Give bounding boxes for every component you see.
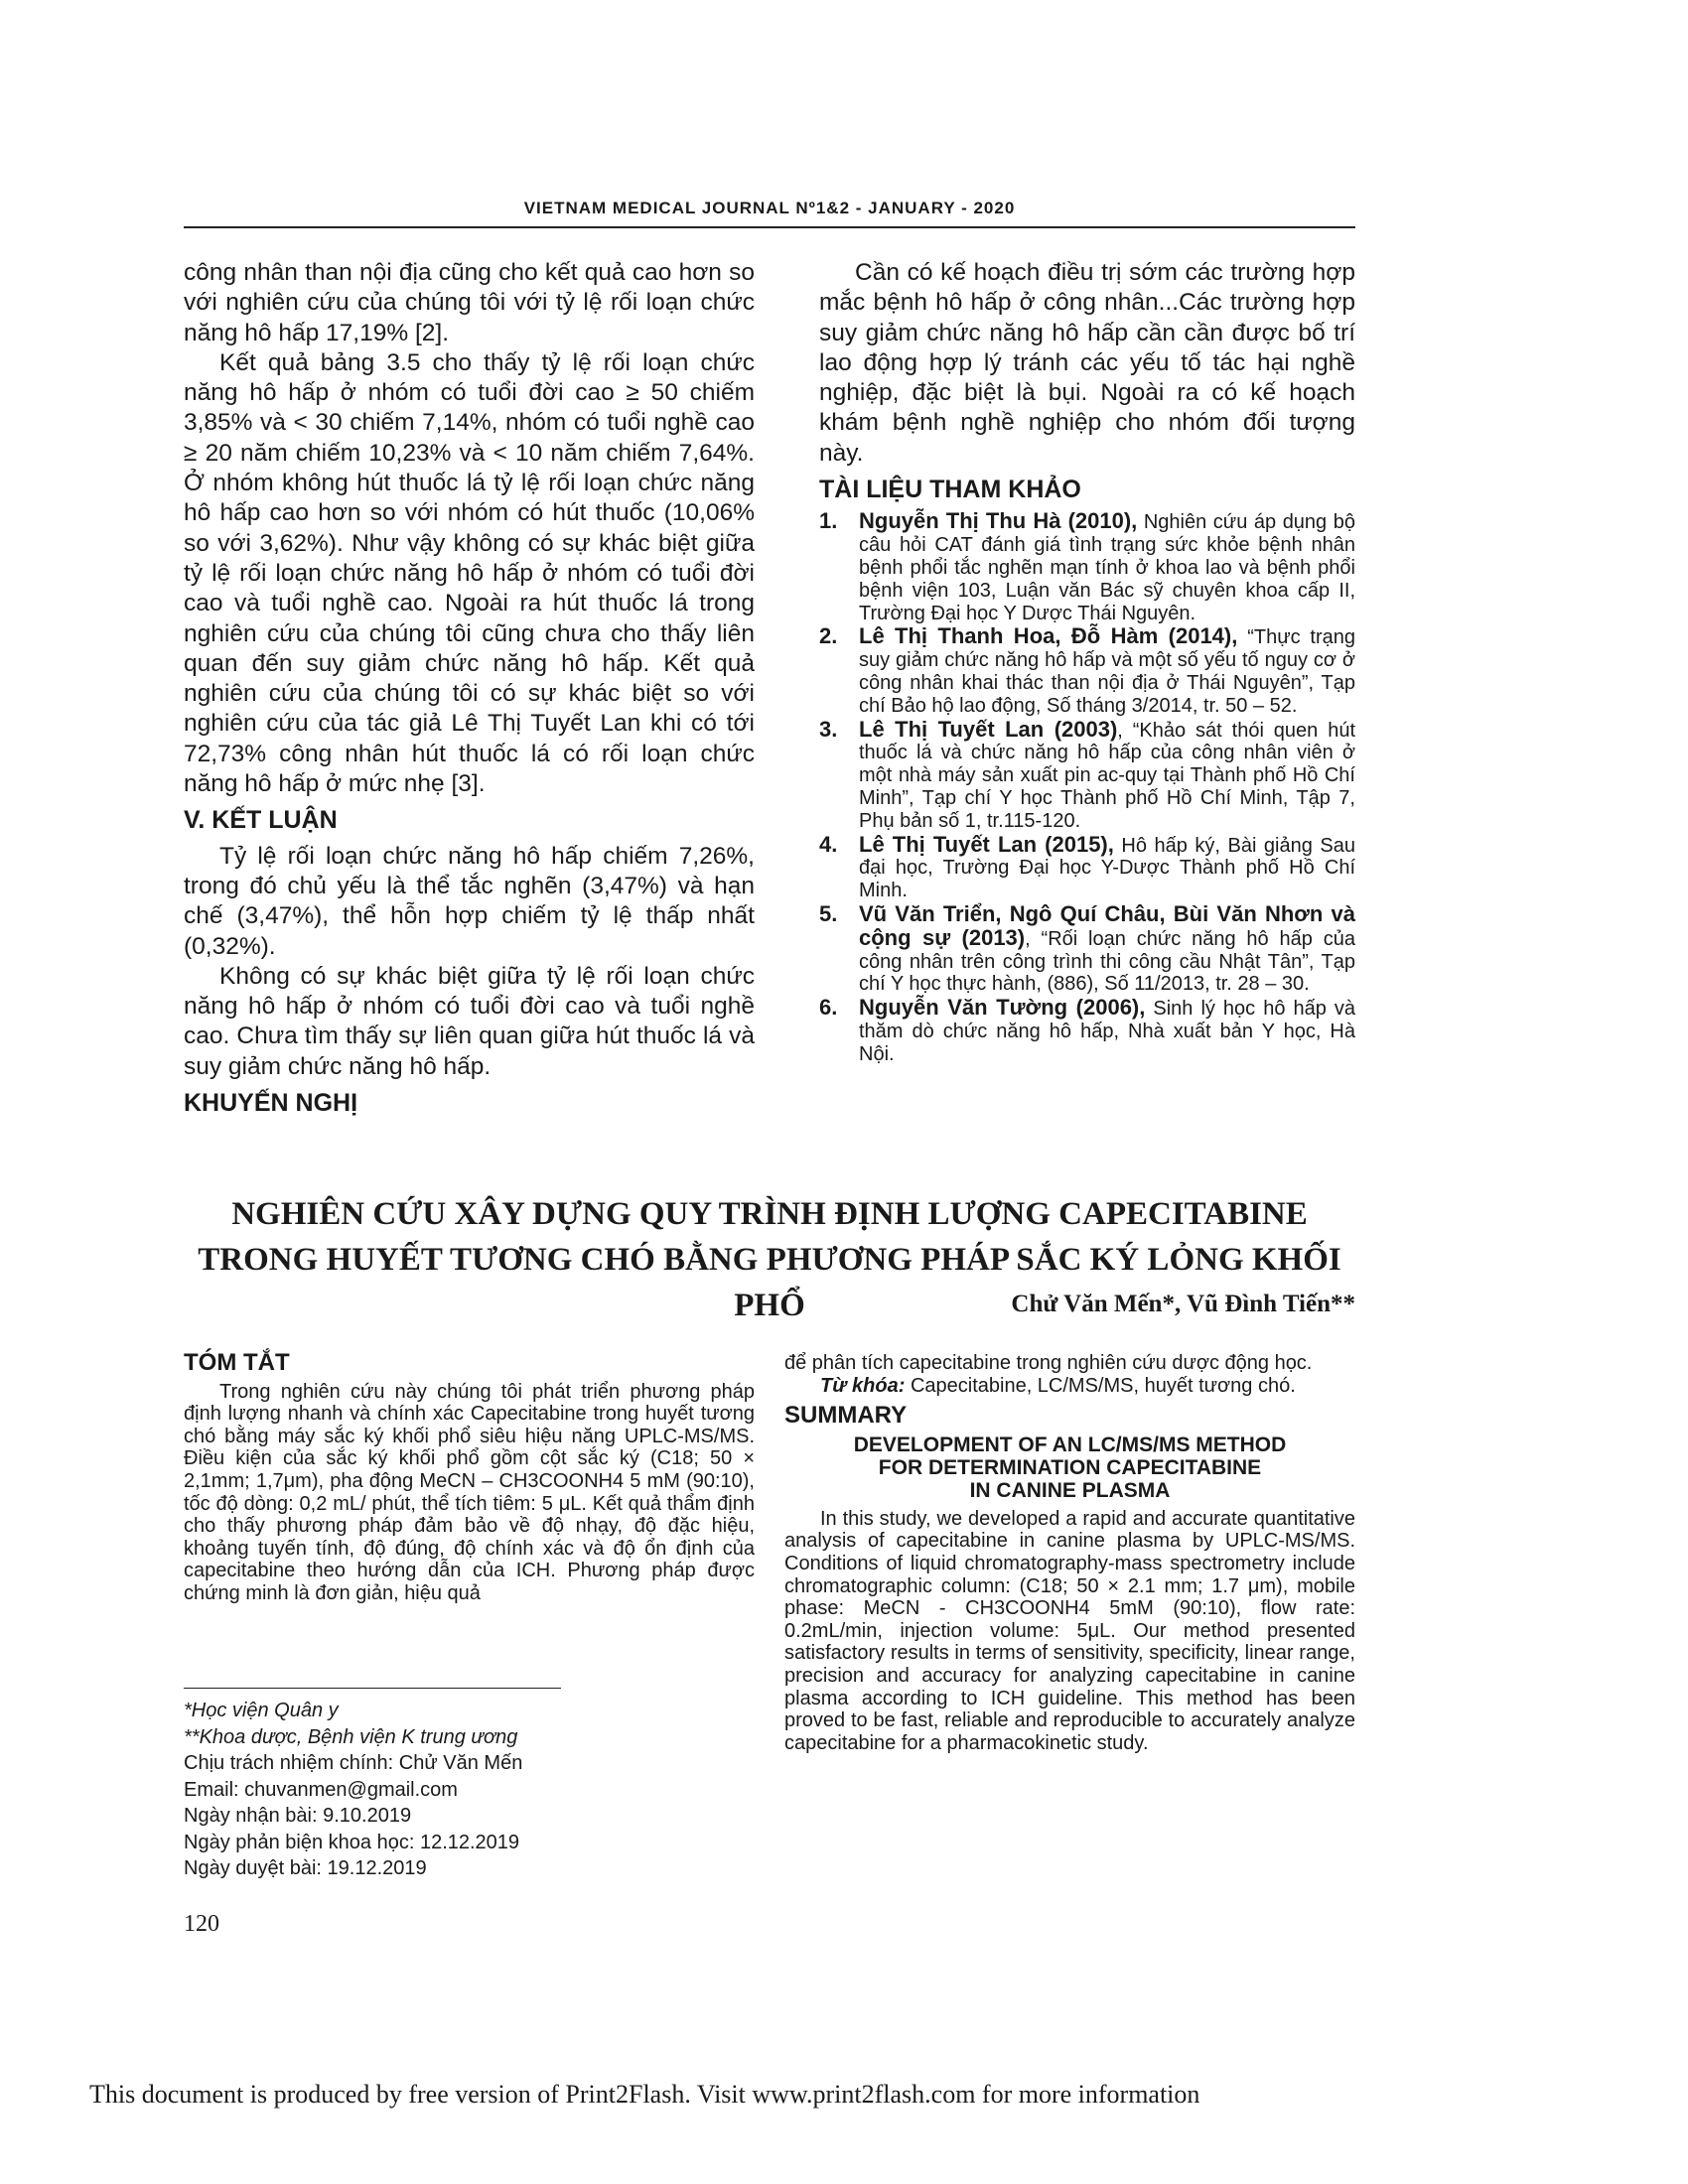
email: Email: chuvanmen@gmail.com xyxy=(184,1778,458,1801)
reference-item xyxy=(819,510,1355,624)
article-title-line: NGHIÊN CỨU XÂY DỰNG QUY TRÌNH ĐỊNH LƯỢNG CAPECITABINE xyxy=(231,1196,1308,1232)
reference-author: Nguyễn Thị Thu Hà (2010), xyxy=(859,508,1138,534)
keywords-label: Từ khóa: xyxy=(820,1374,906,1397)
paragraph: Tỷ lệ rối loạn chức năng hô hấp chiếm 7,26%, trong đó chủ yếu là thể tắc nghẽn (3,47%) và hạn chế (3,47%), thể hỗn hợp chiếm tỷ lệ thấp nhất (0,32%). xyxy=(184,842,755,960)
responsible-author: Chịu trách nhiệm chính: Chử Văn Mến xyxy=(184,1752,523,1774)
date-accepted: Ngày duyệt bài: 19.12.2019 xyxy=(184,1857,427,1879)
reference-number: 3. xyxy=(819,716,838,742)
header-rule xyxy=(184,226,1355,228)
keywords xyxy=(784,1375,1355,1398)
paragraph: Không có sự khác biệt giữa tỷ lệ rối loạn chức năng hô hấp ở nhóm có tuổi đời cao và tuổi nghề cao. Chưa tìm thấy sự liên quan giữa hút thuốc lá và suy giảm chức năng hô hấp. xyxy=(184,962,755,1080)
paragraph: công nhân than nội địa cũng cho kết quả cao hơn so với nghiên cứu của chúng tôi với tỷ lệ rối loạn chức năng hô hấp 17,19% [2]. xyxy=(184,259,755,346)
reference-text: “Thực trạng suy giảm chức năng hô hấp và một số yếu tố nguy cơ ở công nhân khai thác than nội địa ở Thái Nguyên”, Tạp chí Bảo hộ lao động, Số tháng 3/2014, tr. 50 – 52. xyxy=(859,626,1355,717)
english-title-line: DEVELOPMENT OF AN LC/MS/MS METHOD xyxy=(853,1433,1287,1456)
abstract-continued: để phân tích capecitabine trong nghiên cứu dược động học. xyxy=(784,1352,1313,1374)
reference-item xyxy=(819,831,1355,902)
summary-text: In this study, we developed a rapid and accurate quantitative analysis of capecitabine in canine plasma by UPLC-MS/MS. Conditions of liquid chromatography-mass spectrometry include chromatographic column: (C18; 50 × 2.1 mm; 1.7 μm), mobile phase: MeCN - CH3COONH4 5mM (90:10), flow rate: 0.2mL/min, injection volume: 5μL. Our method presented satisfactory results in terms of sensitivity, specificity, linear range, precision and accuracy for analyzing capecitabine in canine plasma according to ICH guideline. This method has been proved to be fast, reliable and reproducible to accurately analyze capecitabine for a pharmacokinetic study. xyxy=(784,1507,1355,1754)
keywords-text: Capecitabine, LC/MS/MS, huyết tương chó. xyxy=(905,1374,1296,1397)
reference-text: , “Khảo sát thói quen hút thuốc lá và chức năng hô hấp của công nhân viên ở một nhà máy sản xuất pin ac-quy tại Thành phố Hồ Chí Minh”, Tạp chí Y học Thành phố Hồ Chí Minh, Tập 7, Phụ bản số 1, tr.115-120. xyxy=(859,719,1356,832)
reference-author: Nguyễn Văn Tường (2006), xyxy=(859,995,1146,1021)
affiliation-1: *Học viện Quân y xyxy=(184,1700,339,1721)
paragraph: Cần có kế hoạch điều trị sớm các trường hợp mắc bệnh hô hấp ở công nhân...Các trường hợp suy giảm chức năng hô hấp cần cần được bố trí lao động hợp lý tránh các yếu tố tác hại nghề nghiệp, đặc biệt là bụi. Ngoài ra có kế hoạch khám bệnh nghề nghiệp cho nhóm đối tượng này. xyxy=(819,259,1355,467)
paragraph: Kết quả bảng 3.5 cho thấy tỷ lệ rối loạn chức năng hô hấp ở nhóm có tuổi đời cao ≥ 50 chiếm 3,85% và < 30 chiếm 7,14%, nhóm có tuổi nghề cao ≥ 20 năm chiếm 10,23% và < 10 năm chiếm 7,64%. Ở nhóm không hút thuốc lá tỷ lệ rối loạn chức năng hô hấp cao hơn so với nhóm có hút thuốc (10,06% so với 3,62%). Như vậy không có sự khác biệt giữa tỷ lệ rối loạn chức năng hô hấp ở nhóm có tuổi đời cao và tuổi nghề cao. Ngoài ra hút thuốc lá trong nghiên cứu của chúng tôi cũng chưa cho thấy liên quan đến suy giảm chức năng hô hấp. Kết quả nghiên cứu của chúng tôi có sự khác biệt so với nghiên cứu của tác giả Lê Thị Tuyết Lan khi có tới 72,73% công nhân hút thuốc lá có rối loạn chức năng hô hấp ở mức nhẹ [3]. xyxy=(184,348,755,798)
reference-text: Nghiên cứu áp dụng bộ câu hỏi CAT đánh giá tình trạng sức khỏe bệnh nhân bệnh phổi tắc nghẽn mạn tính ở khoa lao và bệnh phổi bệnh viện 103, Luận văn Bác sỹ chuyên khoa cấp II, Trường Đại học Y Dược Thái Nguyên. xyxy=(859,511,1355,624)
section-heading-references: TÀI LIỆU THAM KHẢO xyxy=(819,476,1081,504)
abstract-text: Trong nghiên cứu này chúng tôi phát triển phương pháp định lượng nhanh và chính xác Capecitabine trong huyết tương chó bằng máy sắc ký khối phổ siêu hiệu năng UPLC-MS/MS. Điều kiện của sắc ký khối phổ gồm cột sắc ký (C18; 50 × 2,1mm; 1,7μm), pha động MeCN – CH3COONH4 5 mM (90:10), tốc độ dòng: 0,2 mL/ phút, thể tích tiêm: 5 μL. Kết quả thẩm định cho thấy phương pháp đảm bảo về độ nhạy, độ đặc hiệu, khoảng tuyến tính, độ đúng, độ chính xác và độ ổn định của capecitabine theo hướng dẫn của ICH. Phương pháp được chứng minh là đơn giản, hiệu quả xyxy=(184,1380,755,1604)
affiliation-2: **Khoa dược, Bệnh viện K trung ương xyxy=(184,1725,518,1748)
reference-number: 4. xyxy=(819,831,838,857)
footnotes xyxy=(184,1698,755,1882)
reference-list xyxy=(819,510,1355,1065)
reference-number: 1. xyxy=(819,508,838,534)
summary-heading: SUMMARY xyxy=(784,1402,908,1430)
right-column-bottom xyxy=(784,1352,1355,1754)
reference-number: 5. xyxy=(819,900,838,926)
reference-author: Lê Thị Tuyết Lan (2015), xyxy=(859,831,1114,857)
reference-item xyxy=(819,997,1355,1065)
print2flash-watermark: This document is produced by free version of Print2Flash. Visit www.print2flash.com for more information xyxy=(89,2080,1200,2109)
article-title-line: TRONG HUYẾT TƯƠNG CHÓ BẰNG PHƯƠNG PHÁP SẮC KÝ LỎNG KHỐI PHỔ xyxy=(198,1242,1341,1323)
article-authors: Chử Văn Mến*, Vũ Đình Tiến** xyxy=(1011,1291,1355,1317)
journal-header: VIETNAM MEDICAL JOURNAL Nº1&2 - JANUARY - 2020 xyxy=(523,199,1016,217)
reference-number: 2. xyxy=(819,623,838,649)
reference-text: Sinh lý học hô hấp và thăm dò chức năng hô hấp, Nhà xuất bản Y học, Hà Nội. xyxy=(859,998,1356,1065)
date-received: Ngày nhận bài: 9.10.2019 xyxy=(184,1805,412,1827)
reference-text: Hô hấp ký, Bài giảng Sau đại học, Trường Đại học Y-Dược Thành phố Hồ Chí Minh. xyxy=(859,834,1355,902)
english-title-line: FOR DETERMINATION CAPECITABINE xyxy=(878,1455,1262,1479)
footnote-rule xyxy=(184,1688,561,1689)
reference-number: 6. xyxy=(819,995,838,1021)
reference-text: , “Rối loạn chức năng hô hấp của công nhân trên công trình thi công cầu Nhật Tân”, Tạp chí Y học thực hành, (886), Số 11/2013, tr. 28 – 30. xyxy=(859,927,1355,996)
left-column-top xyxy=(184,258,755,1124)
reference-item xyxy=(819,625,1355,717)
reference-author: Lê Thị Thanh Hoa, Đỗ Hàm (2014), xyxy=(859,623,1238,649)
reference-author: Vũ Văn Triển, Ngô Quí Châu, Bùi Văn Nhơn và cộng sự (2013) xyxy=(859,900,1355,950)
abstract-heading: TÓM TẮT xyxy=(184,1349,290,1376)
english-title xyxy=(784,1433,1355,1502)
reference-author: Lê Thị Tuyết Lan (2003) xyxy=(859,716,1118,742)
right-column-top xyxy=(819,258,1355,1067)
section-heading-conclusion: V. KẾT LUẬN xyxy=(184,806,338,835)
reference-item xyxy=(819,716,1356,833)
section-heading-recommendation: KHUYẾN NGHỊ xyxy=(184,1089,358,1118)
reference-item xyxy=(819,900,1355,996)
date-reviewed: Ngày phản biện khoa học: 12.12.2019 xyxy=(184,1831,520,1853)
english-title-line: IN CANINE PLASMA xyxy=(969,1478,1171,1502)
left-column-bottom xyxy=(184,1349,755,1605)
page-number: 120 xyxy=(184,1911,219,1937)
